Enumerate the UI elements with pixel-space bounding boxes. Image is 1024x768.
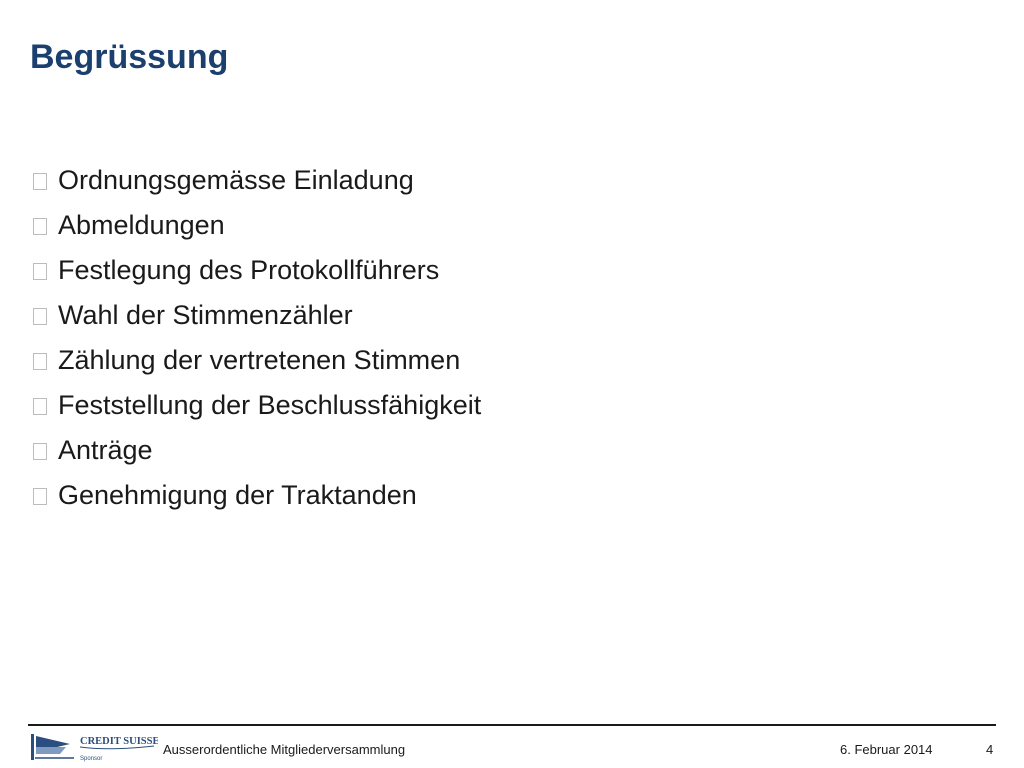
page-number: 4	[986, 742, 994, 757]
sail-boat-logo-icon	[30, 730, 158, 764]
bullet-box-icon	[33, 353, 47, 370]
logo-brand-text: CREDIT SUISSE	[80, 736, 158, 747]
bullet-item	[33, 383, 481, 428]
bullet-text: Zählung der vertretenen Stimmen	[58, 345, 461, 375]
bullet-item	[33, 473, 481, 518]
bullet-text: Anträge	[58, 435, 153, 465]
bullet-item	[33, 248, 481, 293]
bullet-box-icon	[33, 488, 47, 505]
bullet-text: Genehmigung der Traktanden	[58, 480, 417, 510]
bullet-box-icon	[33, 443, 47, 460]
bullet-item	[33, 203, 481, 248]
bullet-text: Feststellung der Beschlussfähigkeit	[58, 390, 482, 420]
bullet-box-icon	[33, 398, 47, 415]
footer-date: 6. Februar 2014	[840, 742, 933, 757]
bullet-text: Festlegung des Protokollführers	[58, 255, 440, 285]
slide-title: Begrüssung	[30, 38, 229, 76]
bullet-item	[33, 293, 481, 338]
bullet-text: Abmeldungen	[58, 210, 225, 240]
sponsor-logo	[30, 730, 158, 764]
bullet-item	[33, 428, 481, 473]
bullet-item	[33, 158, 481, 203]
bullet-box-icon	[33, 308, 47, 325]
footer-presentation-title: Ausserordentliche Mitgliederversammlung	[163, 742, 406, 757]
bullet-list	[33, 158, 481, 518]
bullet-box-icon	[33, 218, 47, 235]
logo-caption-text: Sponsor	[80, 756, 103, 762]
bullet-box-icon	[33, 263, 47, 280]
footer-divider	[28, 724, 996, 726]
bullet-text: Wahl der Stimmenzähler	[58, 300, 353, 330]
bullet-item	[33, 338, 481, 383]
bullet-text: Ordnungsgemässe Einladung	[58, 165, 414, 195]
bullet-box-icon	[33, 173, 47, 190]
